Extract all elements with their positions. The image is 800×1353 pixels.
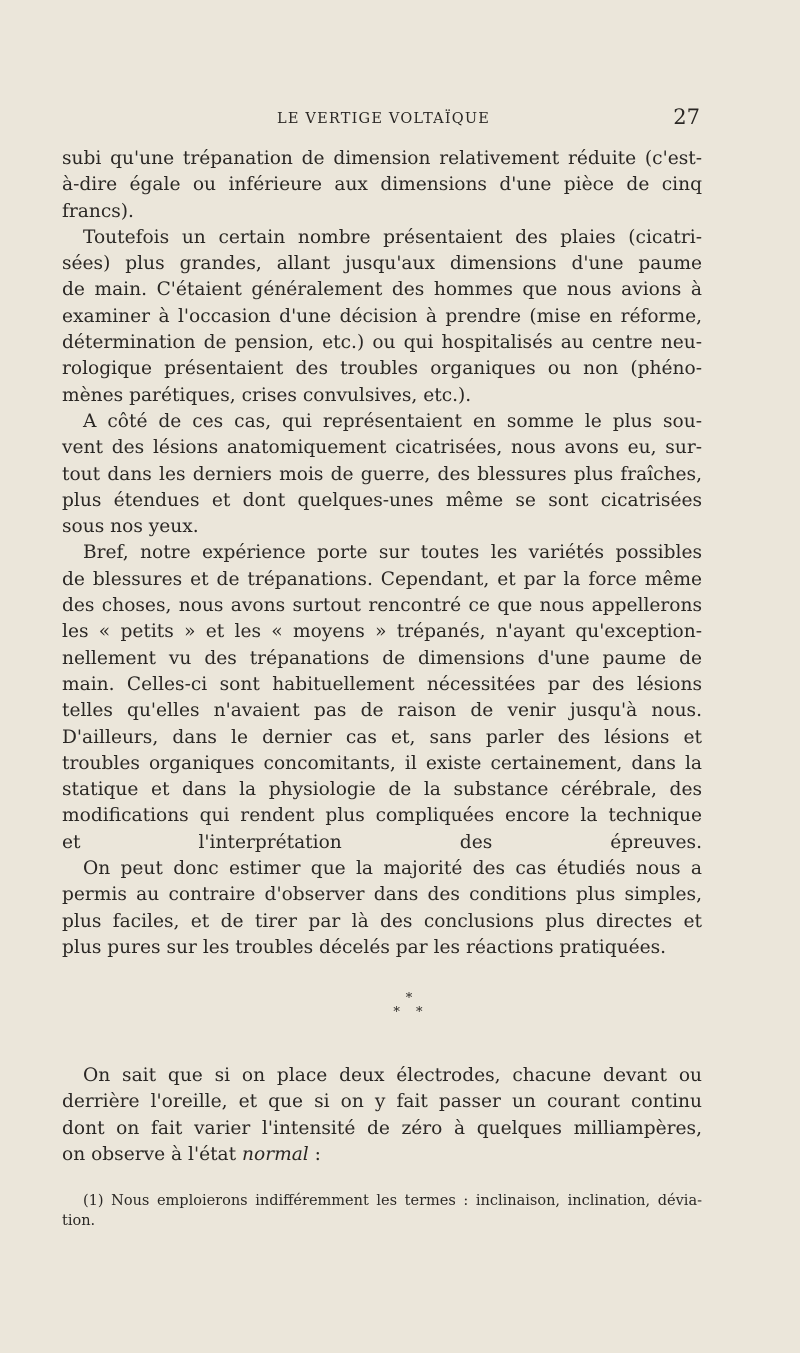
text-line: les « petits » et les « moyens » trépanés, n'ayant qu'exception- <box>62 621 702 643</box>
text-line: détermination de pension, etc.) ou qui hospitalisés au centre neu- <box>62 332 702 354</box>
asterisk-bottom: * * <box>393 1005 429 1020</box>
text-line: vent des lésions anatomiquement cicatrisées, nous avons eu, sur- <box>62 437 702 459</box>
section-separator <box>0 992 800 1020</box>
text-line: francs). <box>62 200 134 222</box>
paragraph <box>62 856 702 961</box>
text-line: subi qu'une trépanation de dimension relativement réduite (c'est- <box>62 148 702 169</box>
text-line: nellement vu des trépanations de dimensions d'une paume de <box>62 647 702 669</box>
text-fragment: : <box>308 1143 321 1165</box>
text-line: rologique présentaient des troubles organiques ou non (phéno- <box>62 358 702 380</box>
paragraph <box>62 225 702 409</box>
text-line: sous nos yeux. <box>62 516 199 538</box>
text-line: plus pures sur les troubles décelés par les réactions pratiquées. <box>62 936 667 958</box>
text-line: On peut donc estimer que la majorité des cas étudiés nous a <box>83 858 702 880</box>
text-line: troubles organiques concomitants, il existe certainement, dans la <box>62 752 702 774</box>
text-line: Bref, notre expérience porte sur toutes les variétés possibles <box>83 542 702 564</box>
text-line: mènes parétiques, crises convulsives, etc.). <box>62 384 472 406</box>
text-line: dont on fait varier l'intensité de zéro à quelques milliampères, <box>62 1117 702 1139</box>
text-line: permis au contraire d'observer dans des conditions plus simples, <box>62 884 702 906</box>
text-line: D'ailleurs, dans le dernier cas et, sans parler des lésions et <box>62 726 702 748</box>
text-line: tout dans les derniers mois de guerre, des blessures plus fraîches, <box>62 463 702 485</box>
text-line: statique et dans la physiologie de la substance cérébrale, des <box>62 779 702 801</box>
paragraph <box>62 540 702 856</box>
text-line: sées) plus grandes, allant jusqu'aux dimensions d'une paume <box>62 253 702 275</box>
text-line: et l'interprétation des épreuves. <box>62 831 702 853</box>
paragraph <box>62 146 702 225</box>
text-line <box>62 1142 702 1168</box>
text-line: derrière l'oreille, et que si on y fait passer un courant continu <box>62 1091 702 1113</box>
page-header <box>62 105 702 135</box>
main-text <box>62 146 702 961</box>
text-line: à-dire égale ou inférieure aux dimensions d'une pièce de cinq <box>62 174 702 196</box>
text-line: de blessures et de trépanations. Cependant, et par la force même <box>62 568 702 590</box>
text-fragment: on observe à l'état <box>62 1143 243 1165</box>
text-line: A côté de ces cas, qui représentaient en somme le plus sou- <box>83 410 702 432</box>
paragraph <box>62 409 702 540</box>
footnote-line: tion. <box>62 1213 96 1229</box>
text-line: Toutefois un certain nombre présentaient des plaies (cicatri- <box>83 226 702 248</box>
text-line: examiner à l'occasion d'une décision à prendre (mise en réforme, <box>62 305 702 327</box>
text-line: des choses, nous avons surtout rencontré ce que nous appellerons <box>62 595 702 617</box>
running-title: LE VERTIGE VOLTAÏQUE <box>277 111 491 127</box>
italic-word: normal <box>242 1143 309 1165</box>
text-line: de main. C'étaient généralement des hommes que nous avions à <box>62 279 702 301</box>
text-line: telles qu'elles n'avaient pas de raison de venir jusqu'à nous. <box>62 700 702 722</box>
text-line: plus faciles, et de tirer par là des conclusions plus directes et <box>62 910 702 932</box>
section-text <box>62 1063 702 1168</box>
text-line: main. Celles-ci sont habituellement nécessitées par des lésions <box>62 673 702 695</box>
page-number: 27 <box>673 105 700 129</box>
text-line: On sait que si on place deux électrodes, chacune devant ou <box>83 1065 702 1086</box>
footnote <box>62 1191 702 1231</box>
footnote-line: (1) Nous emploierons indifféremment les termes : inclinaison, inclination, dévia- <box>83 1193 702 1209</box>
text-line: modifications qui rendent plus compliquées encore la technique <box>62 805 702 827</box>
text-line: plus étendues et dont quelques-unes même se sont cicatrisées <box>62 489 702 511</box>
asterisk-top: * <box>405 991 413 1006</box>
